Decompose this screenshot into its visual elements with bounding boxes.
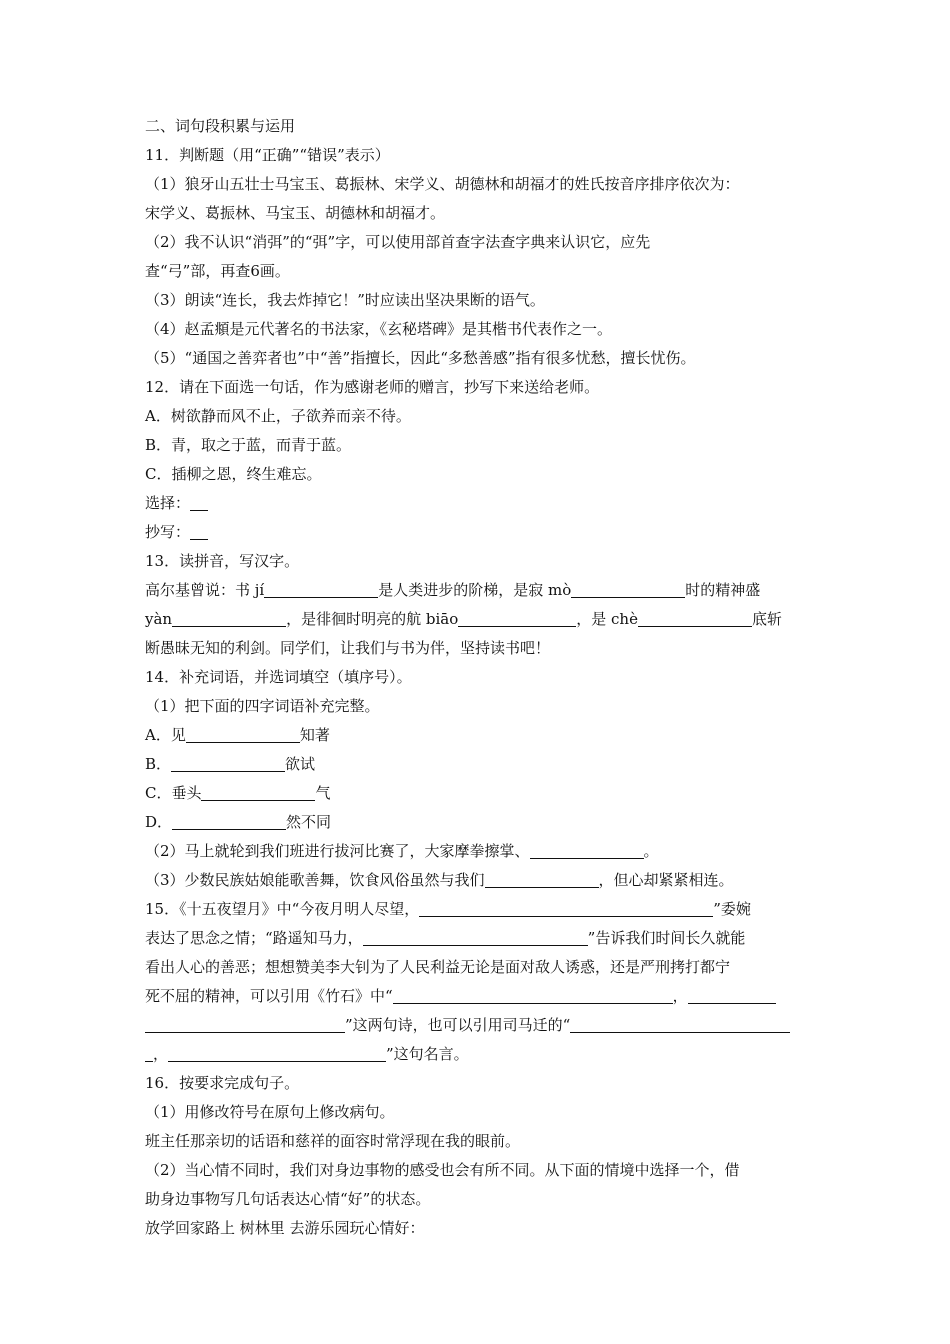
q16-sub2: （2）当心情不同时，我们对身边事物的感受也会有所不同。从下面的情境中选择一个，借 [145, 1161, 740, 1179]
q12-option-c: C．插柳之恩，终生难忘。 [145, 465, 322, 483]
q14-blank-d[interactable] [172, 811, 286, 830]
q12-copy-row [145, 518, 807, 547]
q15-blank-bamboo-1[interactable] [393, 985, 673, 1004]
q15-blank-bamboo-2b[interactable] [145, 1014, 345, 1033]
q12-option-b: B．青，取之于蓝，而青于蓝。 [145, 436, 352, 454]
section-title: 二、词句段积累与运用 [145, 117, 296, 135]
q15-line-5: ”这两句诗，也可以引用司马迁的“ [145, 1011, 807, 1040]
q15-blank-sima-1b[interactable] [145, 1043, 153, 1062]
q15-line-3: 看出人心的善恶；想想赞美李大钊为了人民利益无论是面对敌人诱惑，还是严刑拷打都宁 [145, 958, 731, 976]
q15-line-1: 15．《十五夜望月》中“今夜月明人尽望， ”委婉 [145, 900, 751, 918]
q14-title: 14．补充词语，并选词填空（填序号）。 [145, 668, 412, 686]
q14-sub1: （1）把下面的四字词语补充完整。 [145, 697, 380, 715]
q12-choose-label: 选择： [145, 494, 191, 512]
q14-blank-c[interactable] [201, 782, 315, 801]
q12-title: 12．请在下面选一句话，作为感谢老师的赠言，抄写下来送给老师。 [145, 378, 600, 396]
q16-sub1: （1）用修改符号在原句上修改病句。 [145, 1103, 395, 1121]
q14-sub2: （2）马上就轮到我们班进行拔河比赛了，大家摩拳擦掌、 。 [145, 842, 659, 860]
q16-scenes: 放学回家路上 树林里 去游乐园玩心情好： [145, 1219, 425, 1237]
q11-item-2: （2）我不认识“消弭”的“弭”字，可以使用部首查字法查字典来认识它，应先 [145, 233, 651, 251]
q14-blank-sub2[interactable] [530, 840, 644, 859]
q12-choose-blank[interactable] [190, 492, 208, 511]
q11-item-4: （4）赵孟頫是元代著名的书法家，《玄秘塔碑》是其楷书代表作之一。 [145, 320, 613, 338]
q15-blank-sima-1a[interactable] [570, 1014, 790, 1033]
q11-item-2-cont: 查“弓”部，再查6画。 [145, 262, 290, 280]
q13-blank-yan[interactable] [172, 608, 286, 627]
q15-line-4: 死不屈的精神，可以引用《竹石》中“ ， [145, 982, 807, 1011]
q13-title: 13．读拼音，写汉字。 [145, 552, 300, 570]
q15-blank-bamboo-2a[interactable] [688, 985, 776, 1004]
q14-blank-a[interactable] [186, 724, 300, 743]
q15-blank-moon[interactable] [419, 898, 713, 917]
q14-item-b: B． 欲试 [145, 755, 316, 773]
q15-line-2: 表达了思念之情；“路遥知马力， ”告诉我们时间长久就能 [145, 929, 746, 947]
worksheet-page [145, 112, 807, 1243]
q15-blank-sima-2[interactable] [168, 1043, 386, 1062]
q12-option-a: A．树欲静而风不止，子欲养而亲不待。 [145, 407, 411, 425]
q12-copy-label: 抄写： [145, 523, 191, 541]
q14-item-a: A．见 知著 [145, 726, 330, 744]
q13-line-1: 高尔基曾说：书 jí 是人类进步的阶梯，是寂 mò 时的精神盛 [145, 581, 761, 599]
q13-line-2: yàn ，是徘徊时明亮的航 biāo ，是 chè 底斩 [145, 610, 782, 628]
q11-item-1: （1）狼牙山五壮士马宝玉、葛振林、宋学义、胡德林和胡福才的姓氏按音序排序依次为： [145, 175, 740, 193]
q11-item-3: （3）朗读“连长，我去炸掉它！”时应读出坚决果断的语气。 [145, 291, 545, 309]
q12-choose-row [145, 489, 807, 518]
q13-blank-biao[interactable] [458, 608, 576, 627]
q16-title: 16．按要求完成句子。 [145, 1074, 300, 1092]
q11-title: 11．判断题（用“正确”“错误”表示） [145, 146, 390, 164]
q14-item-c: C．垂头 气 [145, 784, 331, 802]
q15-blank-horse[interactable] [363, 927, 588, 946]
q15-line-6: ， ”这句名言。 [145, 1040, 807, 1069]
q13-blank-mo[interactable] [571, 579, 685, 598]
q14-item-d: D． 然不同 [145, 813, 332, 831]
q11-item-1-cont: 宋学义、葛振林、马宝玉、胡德林和胡福才。 [145, 204, 446, 222]
q12-copy-blank[interactable] [190, 521, 208, 540]
q11-item-5: （5）“通国之善弈者也”中“善”指擅长，因此“多愁善感”指有很多忧愁，擅长忧伤。 [145, 349, 696, 367]
q16-sub2-cont: 助身边事物写几句话表达心情“好”的状态。 [145, 1190, 431, 1208]
q13-blank-che[interactable] [638, 608, 752, 627]
q16-sentence: 班主任那亲切的话语和慈祥的面容时常浮现在我的眼前。 [145, 1132, 521, 1150]
q13-blank-ji[interactable] [264, 579, 378, 598]
q14-blank-sub3[interactable] [485, 869, 599, 888]
q13-line-3: 断愚昧无知的利剑。同学们，让我们与书为伴，坚持读书吧！ [145, 639, 551, 657]
q14-blank-b[interactable] [171, 753, 285, 772]
q14-sub3: （3）少数民族姑娘能歌善舞，饮食风俗虽然与我们 ，但心却紧紧相连。 [145, 871, 734, 889]
